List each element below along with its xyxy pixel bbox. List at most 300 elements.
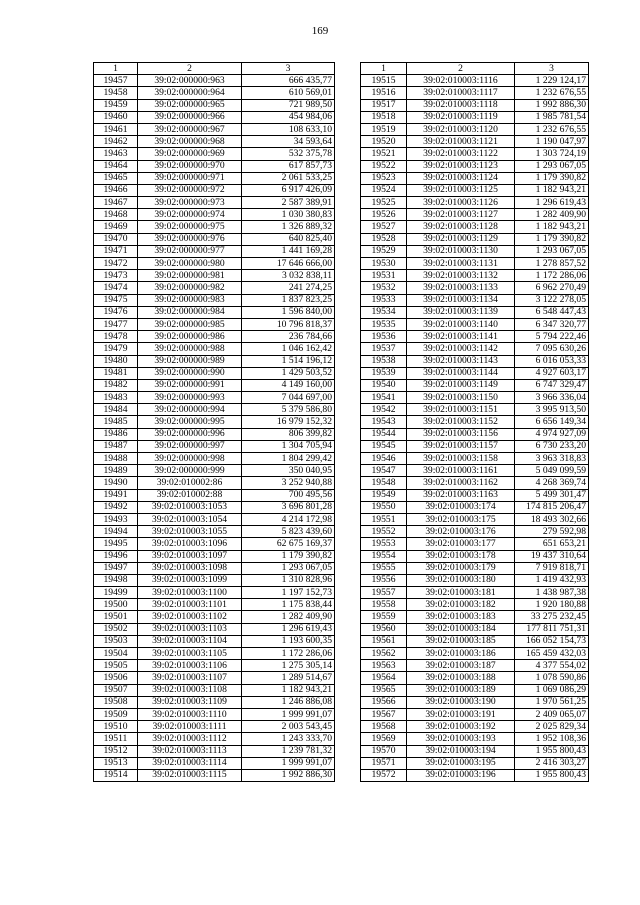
table-row [361,635,589,647]
value-cell: 6 747 329,47 [515,379,589,391]
value-cell: 1 246 886,08 [242,696,335,708]
table-row [361,172,589,184]
row-number-cell: 19488 [94,453,138,465]
value-cell: 1 992 886,30 [242,769,335,781]
table-row [94,696,335,708]
value-cell: 174 815 206,47 [515,501,589,513]
cadastral-number-cell: 39:02:010003:1106 [138,660,242,672]
table-row [361,611,589,623]
table-row [361,648,589,660]
table-row [94,331,335,343]
row-number-cell: 19518 [361,111,407,123]
value-cell: 33 275 232,45 [515,611,589,623]
value-cell: 1 514 196,12 [242,355,335,367]
row-number-cell: 19482 [94,379,138,391]
value-cell: 617 857,73 [242,160,335,172]
value-cell: 5 823 439,60 [242,526,335,538]
table-row [94,745,335,757]
row-number-cell: 19555 [361,562,407,574]
table-row [94,87,335,99]
table-row [361,526,589,538]
row-number-cell: 19457 [94,75,138,87]
row-number-cell: 19475 [94,294,138,306]
value-cell: 1 232 676,55 [515,87,589,99]
value-cell: 4 377 554,02 [515,660,589,672]
value-cell: 1 172 286,06 [515,270,589,282]
row-number-cell: 19493 [94,513,138,525]
value-cell: 1 804 299,42 [242,453,335,465]
row-number-cell: 19544 [361,428,407,440]
cadastral-number-cell: 39:02:010003:1150 [407,392,515,404]
value-cell: 2 409 065,07 [515,708,589,720]
table-row [94,221,335,233]
row-number-cell: 19467 [94,197,138,209]
row-number-cell: 19567 [361,708,407,720]
table-row [94,611,335,623]
value-cell: 6 016 053,33 [515,355,589,367]
cadastral-number-cell: 39:02:010003:185 [407,635,515,647]
table-row [94,513,335,525]
table-row [361,233,589,245]
row-number-cell: 19547 [361,465,407,477]
table-row [94,233,335,245]
value-cell: 2 061 533,25 [242,172,335,184]
table-row [94,258,335,270]
value-cell: 34 593,64 [242,136,335,148]
row-number-cell: 19486 [94,428,138,440]
table-row [361,660,589,672]
row-number-cell: 19516 [361,87,407,99]
row-number-cell: 19478 [94,331,138,343]
cadastral-number-cell: 39:02:010003:1134 [407,294,515,306]
cadastral-number-cell: 39:02:010003:1104 [138,635,242,647]
row-number-cell: 19465 [94,172,138,184]
cadastral-number-cell: 39:02:010003:189 [407,684,515,696]
cadastral-number-cell: 39:02:010003:1125 [407,184,515,196]
row-number-cell: 19498 [94,574,138,586]
row-number-cell: 19565 [361,684,407,696]
row-number-cell: 19507 [94,684,138,696]
value-cell: 1 046 162,42 [242,343,335,355]
cadastral-number-cell: 39:02:000000:965 [138,99,242,111]
row-number-cell: 19557 [361,587,407,599]
row-number-cell: 19559 [361,611,407,623]
cadastral-number-cell: 39:02:000000:977 [138,245,242,257]
table-row [94,635,335,647]
row-number-cell: 19564 [361,672,407,684]
row-number-cell: 19502 [94,623,138,635]
row-number-cell: 19545 [361,440,407,452]
table-row [361,392,589,404]
value-cell: 5 049 099,59 [515,465,589,477]
row-number-cell: 19496 [94,550,138,562]
value-cell: 1 837 823,25 [242,294,335,306]
row-number-cell: 19504 [94,648,138,660]
row-number-cell: 19541 [361,392,407,404]
table-row [361,343,589,355]
table-row [361,318,589,330]
table-row [361,123,589,135]
row-number-cell: 19476 [94,306,138,318]
table-row [94,453,335,465]
row-number-cell: 19543 [361,416,407,428]
table-row [94,123,335,135]
row-number-cell: 19479 [94,343,138,355]
value-cell: 1 999 991,07 [242,757,335,769]
row-number-cell: 19572 [361,769,407,781]
cadastral-number-cell: 39:02:010003:188 [407,672,515,684]
cadastral-number-cell: 39:02:000000:984 [138,306,242,318]
row-number-cell: 19558 [361,599,407,611]
row-number-cell: 19483 [94,392,138,404]
value-cell: 4 974 927,09 [515,428,589,440]
table-row [361,599,589,611]
cadastral-number-cell: 39:02:000000:970 [138,160,242,172]
cadastral-number-cell: 39:02:010003:1116 [407,75,515,87]
value-cell: 1 992 886,30 [515,99,589,111]
cadastral-number-cell: 39:02:010003:1158 [407,453,515,465]
row-number-cell: 19470 [94,233,138,245]
row-number-cell: 19461 [94,123,138,135]
value-cell: 721 989,50 [242,99,335,111]
value-cell: 108 633,10 [242,123,335,135]
cadastral-number-cell: 39:02:010003:1115 [138,769,242,781]
table-row [94,428,335,440]
table-row [361,367,589,379]
cadastral-number-cell: 39:02:010003:1113 [138,745,242,757]
value-cell: 2 025 829,34 [515,721,589,733]
value-cell: 1 326 889,32 [242,221,335,233]
cadastral-number-cell: 39:02:010003:179 [407,562,515,574]
row-number-cell: 19534 [361,306,407,318]
row-number-cell: 19548 [361,477,407,489]
row-number-cell: 19549 [361,489,407,501]
row-number-cell: 19517 [361,99,407,111]
table-header-row [94,63,335,75]
row-number-cell: 19528 [361,233,407,245]
table-row [94,672,335,684]
row-number-cell: 19532 [361,282,407,294]
table-row [361,550,589,562]
cadastral-number-cell: 39:02:000000:996 [138,428,242,440]
table-row [94,111,335,123]
row-number-cell: 19536 [361,331,407,343]
cadastral-number-cell: 39:02:010003:1128 [407,221,515,233]
cadastral-number-cell: 39:02:010002:86 [138,477,242,489]
row-number-cell: 19550 [361,501,407,513]
value-cell: 3 252 940,88 [242,477,335,489]
row-number-cell: 19492 [94,501,138,513]
value-cell: 6 962 270,49 [515,282,589,294]
row-number-cell: 19570 [361,745,407,757]
cadastral-number-cell: 39:02:010003:176 [407,526,515,538]
table-row [94,270,335,282]
value-cell: 610 569,01 [242,87,335,99]
cadastral-number-cell: 39:02:010003:1100 [138,587,242,599]
value-cell: 3 995 913,50 [515,404,589,416]
value-cell: 1 441 169,28 [242,245,335,257]
cadastral-number-cell: 39:02:000000:964 [138,87,242,99]
cadastral-number-cell: 39:02:000000:985 [138,318,242,330]
cadastral-number-cell: 39:02:010003:1131 [407,258,515,270]
row-number-cell: 19526 [361,209,407,221]
table-row [94,282,335,294]
cadastral-number-cell: 39:02:000000:993 [138,392,242,404]
table-row [94,733,335,745]
table-row [361,245,589,257]
value-cell: 1 970 561,25 [515,696,589,708]
row-number-cell: 19562 [361,648,407,660]
cadastral-number-cell: 39:02:010003:1101 [138,599,242,611]
cadastral-number-cell: 39:02:010003:1108 [138,684,242,696]
table-row [94,294,335,306]
value-cell: 454 984,06 [242,111,335,123]
value-cell: 1 232 676,55 [515,123,589,135]
value-cell: 4 268 369,74 [515,477,589,489]
cadastral-number-cell: 39:02:010003:1123 [407,160,515,172]
table-row [94,721,335,733]
table-row [94,99,335,111]
row-number-cell: 19511 [94,733,138,745]
cadastral-number-cell: 39:02:010003:1161 [407,465,515,477]
cadastral-number-cell: 39:02:010003:1140 [407,318,515,330]
table-row [361,75,589,87]
value-cell: 6 548 447,43 [515,306,589,318]
row-number-cell: 19480 [94,355,138,367]
cadastral-number-cell: 39:02:000000:983 [138,294,242,306]
value-cell: 1 282 409,90 [515,209,589,221]
cadastral-number-cell: 39:02:010003:184 [407,623,515,635]
row-number-cell: 19566 [361,696,407,708]
row-number-cell: 19519 [361,123,407,135]
cadastral-number-cell: 39:02:010003:1111 [138,721,242,733]
value-cell: 1 078 590,86 [515,672,589,684]
value-cell: 241 274,25 [242,282,335,294]
value-cell: 1 197 152,73 [242,587,335,599]
cadastral-number-cell: 39:02:000000:967 [138,123,242,135]
cadastral-number-cell: 39:02:000000:999 [138,465,242,477]
value-cell: 1 030 380,83 [242,209,335,221]
cadastral-number-cell: 39:02:010003:1109 [138,696,242,708]
row-number-cell: 19525 [361,197,407,209]
table-row [94,465,335,477]
cadastral-number-cell: 39:02:000000:971 [138,172,242,184]
table-row [361,465,589,477]
value-cell: 3 032 838,11 [242,270,335,282]
table-row [361,501,589,513]
left-table [93,62,335,782]
value-cell: 10 796 818,37 [242,318,335,330]
value-cell: 1 920 180,88 [515,599,589,611]
cadastral-number-cell: 39:02:010003:1127 [407,209,515,221]
value-cell: 236 784,66 [242,331,335,343]
cadastral-number-cell: 39:02:010003:187 [407,660,515,672]
value-cell: 4 927 603,17 [515,367,589,379]
value-cell: 1 182 943,21 [242,684,335,696]
value-cell: 7 044 697,00 [242,392,335,404]
table-row [361,428,589,440]
table-row [94,318,335,330]
cadastral-number-cell: 39:02:010003:1149 [407,379,515,391]
value-cell: 6 347 320,77 [515,318,589,330]
table-row [94,599,335,611]
value-cell: 177 811 751,31 [515,623,589,635]
row-number-cell: 19471 [94,245,138,257]
row-number-cell: 19509 [94,708,138,720]
cadastral-number-cell: 39:02:000000:995 [138,416,242,428]
header-cell: 3 [242,63,335,75]
table-row [361,87,589,99]
table-row [361,148,589,160]
cadastral-number-cell: 39:02:010003:1163 [407,489,515,501]
cadastral-number-cell: 39:02:000000:997 [138,440,242,452]
cadastral-number-cell: 39:02:010003:1124 [407,172,515,184]
row-number-cell: 19513 [94,757,138,769]
cadastral-number-cell: 39:02:000000:973 [138,197,242,209]
value-cell: 16 979 152,32 [242,416,335,428]
table-row [361,574,589,586]
table-row [361,306,589,318]
cadastral-number-cell: 39:02:010003:1132 [407,270,515,282]
cadastral-number-cell: 39:02:010003:1162 [407,477,515,489]
cadastral-number-cell: 39:02:000000:998 [138,453,242,465]
row-number-cell: 19499 [94,587,138,599]
row-number-cell: 19460 [94,111,138,123]
row-number-cell: 19481 [94,367,138,379]
cadastral-number-cell: 39:02:010003:1129 [407,233,515,245]
table-row [361,733,589,745]
table-row [361,282,589,294]
cadastral-number-cell: 39:02:010003:1105 [138,648,242,660]
table-row [94,562,335,574]
cadastral-number-cell: 39:02:000000:988 [138,343,242,355]
cadastral-number-cell: 39:02:010003:1098 [138,562,242,574]
cadastral-number-cell: 39:02:010003:1121 [407,136,515,148]
row-number-cell: 19468 [94,209,138,221]
cadastral-number-cell: 39:02:010003:1102 [138,611,242,623]
row-number-cell: 19512 [94,745,138,757]
table-row [94,245,335,257]
header-cell: 1 [94,63,138,75]
table-row [94,708,335,720]
table-row [94,501,335,513]
cadastral-number-cell: 39:02:010003:1099 [138,574,242,586]
table-row [361,221,589,233]
cadastral-number-cell: 39:02:010003:1053 [138,501,242,513]
table-row [361,209,589,221]
cadastral-number-cell: 39:02:010003:1112 [138,733,242,745]
cadastral-number-cell: 39:02:010003:177 [407,538,515,550]
row-number-cell: 19531 [361,270,407,282]
value-cell: 1 179 390,82 [515,233,589,245]
row-number-cell: 19533 [361,294,407,306]
table-row [94,477,335,489]
cadastral-number-cell: 39:02:010003:193 [407,733,515,745]
row-number-cell: 19529 [361,245,407,257]
cadastral-number-cell: 39:02:010003:1097 [138,550,242,562]
row-number-cell: 19463 [94,148,138,160]
cadastral-number-cell: 39:02:000000:976 [138,233,242,245]
table-row [94,587,335,599]
table-row [361,440,589,452]
table-row [94,172,335,184]
row-number-cell: 19530 [361,258,407,270]
cadastral-number-cell: 39:02:010003:1151 [407,404,515,416]
row-number-cell: 19524 [361,184,407,196]
cadastral-number-cell: 39:02:010003:175 [407,513,515,525]
table-row [94,306,335,318]
cadastral-number-cell: 39:02:010003:1117 [407,87,515,99]
table-row [361,587,589,599]
value-cell: 1 282 409,90 [242,611,335,623]
value-cell: 3 963 318,83 [515,453,589,465]
table-row [94,209,335,221]
row-number-cell: 19472 [94,258,138,270]
cadastral-number-cell: 39:02:010003:1110 [138,708,242,720]
table-row [94,379,335,391]
row-number-cell: 19464 [94,160,138,172]
page-number: 169 [311,25,329,37]
cadastral-number-cell: 39:02:010003:180 [407,574,515,586]
value-cell: 6 656 149,34 [515,416,589,428]
value-cell: 1 303 724,19 [515,148,589,160]
table-row [361,99,589,111]
table-row [94,416,335,428]
table-row [361,453,589,465]
cadastral-number-cell: 39:02:010003:1054 [138,513,242,525]
cadastral-number-cell: 39:02:010003:1143 [407,355,515,367]
row-number-cell: 19501 [94,611,138,623]
row-number-cell: 19505 [94,660,138,672]
row-number-cell: 19497 [94,562,138,574]
cadastral-number-cell: 39:02:000000:974 [138,209,242,221]
row-number-cell: 19542 [361,404,407,416]
value-cell: 7 095 630,26 [515,343,589,355]
value-cell: 1 179 390,82 [242,550,335,562]
value-cell: 6 917 426,09 [242,184,335,196]
table-row [94,757,335,769]
table-row [361,721,589,733]
cadastral-number-cell: 39:02:010003:1122 [407,148,515,160]
value-cell: 1 190 047,97 [515,136,589,148]
row-number-cell: 19500 [94,599,138,611]
table-row [94,404,335,416]
cadastral-number-cell: 39:02:000000:986 [138,331,242,343]
row-number-cell: 19560 [361,623,407,635]
value-cell: 1 243 333,70 [242,733,335,745]
cadastral-number-cell: 39:02:010003:195 [407,757,515,769]
value-cell: 1 278 857,52 [515,258,589,270]
cadastral-number-cell: 39:02:010003:190 [407,696,515,708]
table-row [94,160,335,172]
row-number-cell: 19554 [361,550,407,562]
header-cell: 2 [138,63,242,75]
cadastral-number-cell: 39:02:010003:1141 [407,331,515,343]
cadastral-number-cell: 39:02:010002:88 [138,489,242,501]
value-cell: 1 275 305,14 [242,660,335,672]
cadastral-number-cell: 39:02:000000:989 [138,355,242,367]
cadastral-number-cell: 39:02:010003:1126 [407,197,515,209]
value-cell: 1 419 432,93 [515,574,589,586]
table-row [361,708,589,720]
table-row [94,440,335,452]
table-row [361,477,589,489]
cadastral-number-cell: 39:02:010003:1118 [407,99,515,111]
value-cell: 17 646 666,00 [242,258,335,270]
value-cell: 1 999 991,07 [242,708,335,720]
row-number-cell: 19494 [94,526,138,538]
row-number-cell: 19490 [94,477,138,489]
